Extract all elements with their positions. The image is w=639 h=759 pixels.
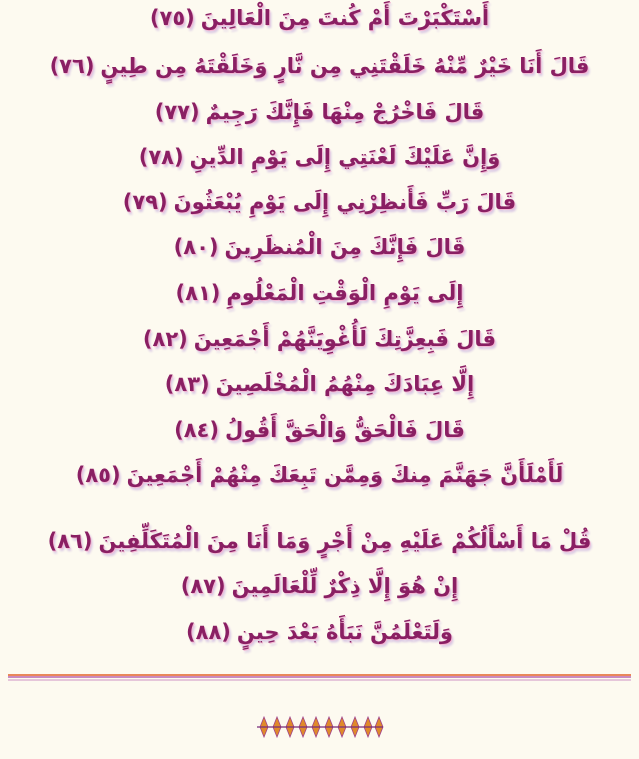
verse-text: قَالَ رَبِّ فَأَنظِرْنِي إِلَى يَوْمِ يُبْعَثُونَ <box>173 190 517 214</box>
verse-text: إِلَّا عِبَادَكَ مِنْهُمُ الْمُخْلَصِينَ <box>215 372 475 396</box>
verse-86 <box>0 529 639 553</box>
verse-number: (٨٤) <box>174 418 219 442</box>
verse-text: قُلْ مَا أَسْأَلُكُمْ عَلَيْهِ مِنْ أَجْرٍ وَمَا أَنَا مِنَ الْمُتَكَلِّفِينَ <box>98 529 592 553</box>
verse-text: قَالَ فَبِعِزَّتِكَ لَأُغْوِيَنَّهُمْ أَجْمَعِينَ <box>193 327 497 351</box>
verse-81 <box>0 281 639 305</box>
verse-text: إِنْ هُوَ إِلَّا ذِكْرٌ لِّلْعَالَمِينَ <box>231 574 459 598</box>
verse-number: (٨١) <box>175 281 221 305</box>
verse-number: (٨٨) <box>186 620 231 644</box>
verse-number: (٧٦) <box>49 54 95 78</box>
verse-number: (٧٧) <box>154 100 200 124</box>
verse-number: (٨٢) <box>142 327 188 351</box>
verse-text: لَأَمْلَأَنَّ جَهَنَّمَ مِنكَ وَمِمَّن تَبِعَكَ مِنْهُمْ أَجْمَعِينَ <box>126 463 564 487</box>
verse-text: قَالَ فَاخْرُجْ مِنْهَا فَإِنَّكَ رَجِيمٌ <box>205 100 485 124</box>
verse-76 <box>0 54 639 78</box>
verse-number: (٧٩) <box>122 190 168 214</box>
verse-number: (٨٧) <box>180 574 226 598</box>
verse-88 <box>0 620 639 644</box>
verse-77 <box>0 100 639 124</box>
divider-rule <box>8 674 631 678</box>
verse-text: وَلَتَعْلَمُنَّ نَبَأَهُ بَعْدَ حِينٍ <box>236 620 453 644</box>
floral-border-ornament-icon <box>255 712 385 742</box>
verse-78 <box>0 145 639 169</box>
verse-text: إِلَى يَوْمِ الْوَقْتِ الْمَعْلُومِ <box>226 281 464 305</box>
verse-83 <box>0 372 639 396</box>
divider-rule-shadow <box>8 679 631 681</box>
verse-text: أَسْتَكْبَرْتَ أَمْ كُنتَ مِنَ الْعَالِينَ <box>200 6 490 30</box>
verse-84 <box>0 418 639 442</box>
verse-number: (٨٦) <box>47 529 93 553</box>
verse-79 <box>0 190 639 214</box>
verse-number: (٧٥) <box>149 6 195 30</box>
verse-number: (٨٣) <box>164 372 210 396</box>
verse-text: قَالَ أَنَا خَيْرٌ مِّنْهُ خَلَقْتَنِي مِن نَّارٍ وَخَلَقْتَهُ مِن طِينٍ <box>100 54 590 78</box>
verse-85 <box>0 463 639 487</box>
verse-text: قَالَ فَإِنَّكَ مِنَ الْمُنظَرِينَ <box>224 235 466 259</box>
verse-75 <box>0 6 639 30</box>
verse-number: (٧٨) <box>138 145 184 169</box>
verse-text: وَإِنَّ عَلَيْكَ لَعْنَتِي إِلَى يَوْمِ الدِّينِ <box>189 145 501 169</box>
verse-87 <box>0 574 639 598</box>
verse-number: (٨٠) <box>173 235 219 259</box>
verse-82 <box>0 327 639 351</box>
verse-text: قَالَ فَالْحَقُّ وَالْحَقَّ أَقُولُ <box>224 418 465 442</box>
verse-80 <box>0 235 639 259</box>
verse-number: (٨٥) <box>75 463 121 487</box>
